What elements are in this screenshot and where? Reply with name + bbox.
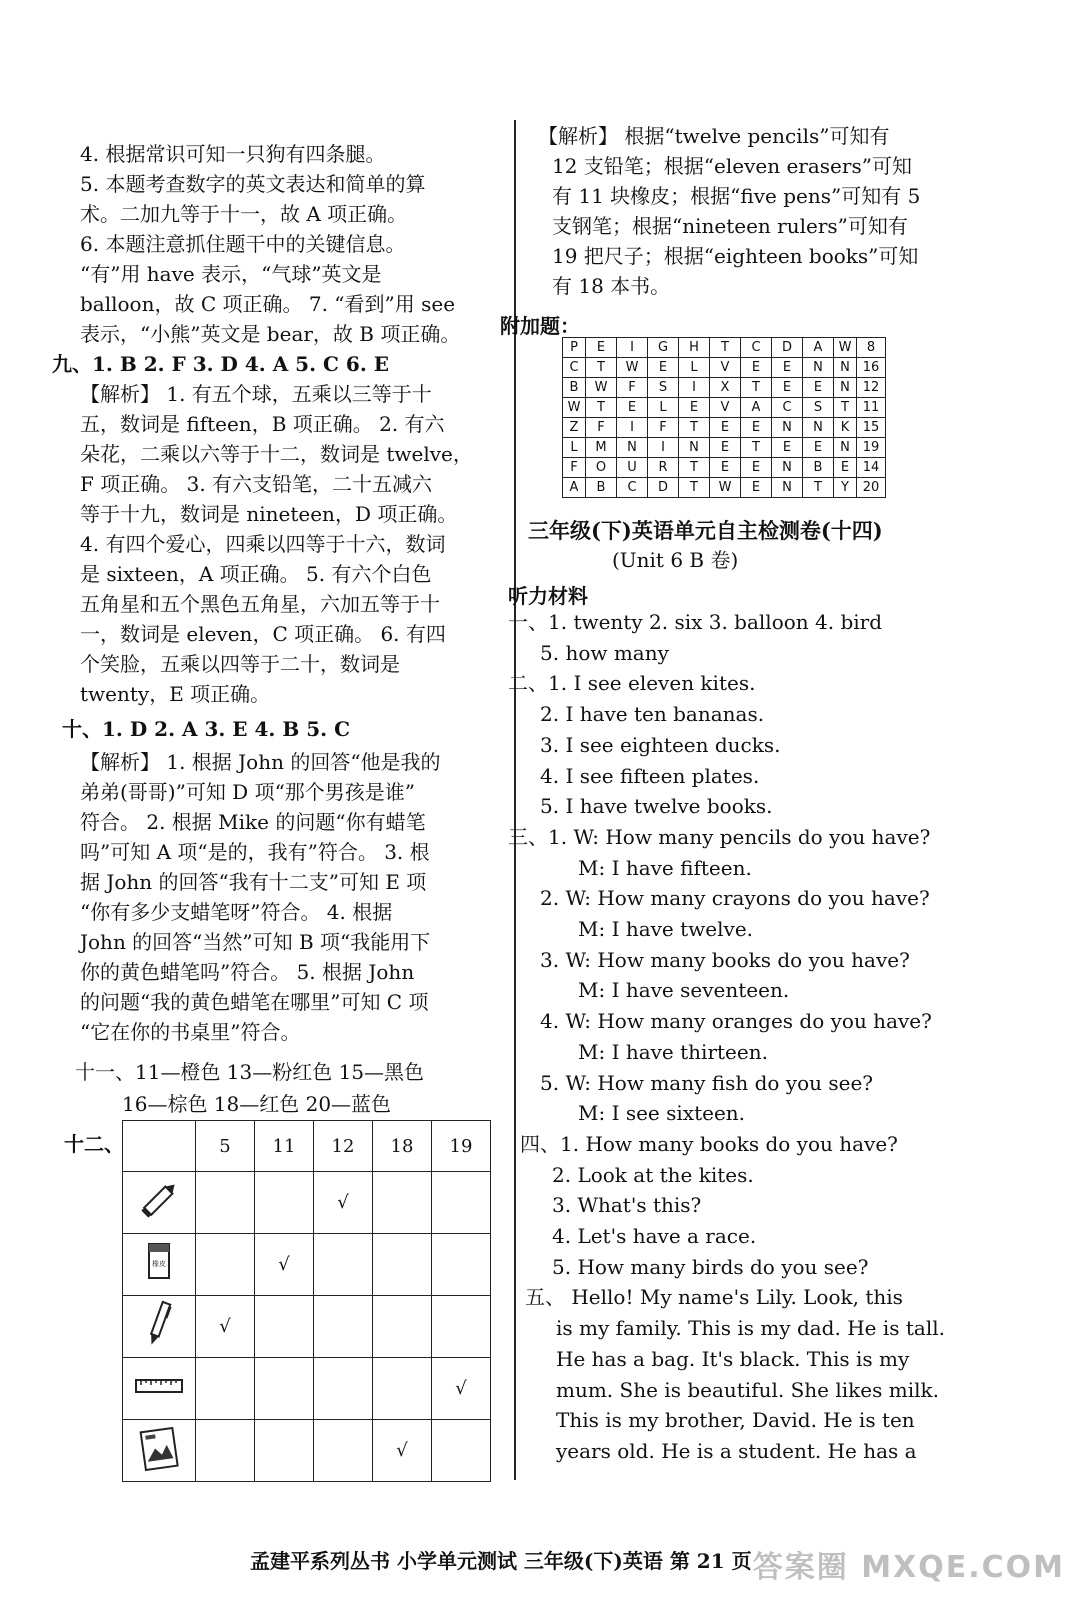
word-grid-letter: N [834, 358, 857, 378]
listening-line: 2. W: How many crayons do you have? [540, 886, 930, 911]
word-grid-letter: L [679, 358, 710, 378]
ruler-icon [133, 1360, 185, 1412]
word-grid-row [563, 458, 886, 478]
word-grid-number: 16 [857, 358, 886, 378]
s10-analysis-9: 的问题“我的黄色蜡笔在哪里”可知 C 项 [80, 990, 429, 1014]
word-grid-letter: Z [563, 418, 586, 438]
cell [255, 1420, 314, 1482]
word-grid-letter: I [679, 378, 710, 398]
s9-analysis-9: 一，数词是 eleven，C 项正确。 6. 有四 [80, 622, 446, 646]
word-grid-letter: E [741, 478, 772, 498]
word-grid-letter: E [710, 418, 741, 438]
word-grid-letter: E [741, 458, 772, 478]
section-12-label: 十二、 [64, 1132, 124, 1156]
word-grid-letter: T [741, 438, 772, 458]
cell [196, 1420, 255, 1482]
word-grid-letter: V [710, 358, 741, 378]
word-grid-letter: I [617, 338, 648, 358]
cell [196, 1358, 255, 1420]
col-header: 5 [196, 1121, 255, 1172]
word-grid-letter: W [586, 378, 617, 398]
right-analysis-2: 12 支铅笔；根据“eleven erasers”可知 [552, 154, 912, 178]
section-12-table [122, 1120, 491, 1482]
word-grid-letter: A [803, 338, 834, 358]
listening-line: 五、 Hello! My name's Lily. Look, this [525, 1285, 903, 1310]
word-grid-number: 11 [857, 398, 886, 418]
cell [373, 1296, 432, 1358]
word-grid-letter: W [710, 478, 741, 498]
listening-line: is my family. This is my dad. He is tall. [556, 1316, 945, 1341]
listening-line: He has a bag. It's black. This is my [556, 1346, 910, 1371]
col-header: 12 [314, 1121, 373, 1172]
word-grid-letter: W [834, 338, 857, 358]
left-line-3: 术。二加九等于十一，故 A 项正确。 [80, 202, 408, 226]
word-grid-letter: E [648, 358, 679, 378]
cell [432, 1296, 491, 1358]
cell [314, 1234, 373, 1296]
watermark-main: 答案圈 MXQE.COM [752, 1550, 1065, 1585]
word-grid-letter: E [803, 378, 834, 398]
word-grid-letter: N [679, 438, 710, 458]
word-grid-letter: E [710, 438, 741, 458]
word-grid-letter: N [772, 478, 803, 498]
listening-line: 5. W: How many fish do you see? [540, 1070, 874, 1095]
right-analysis-6: 有 18 本书。 [552, 274, 671, 298]
cell: √ [196, 1296, 255, 1358]
word-grid-letter: T [834, 398, 857, 418]
word-grid-letter: F [563, 458, 586, 478]
word-grid-letter: V [710, 398, 741, 418]
s9-analysis-11: twenty，E 项正确。 [80, 682, 271, 706]
watermark [753, 1542, 1065, 1586]
word-grid-number: 15 [857, 418, 886, 438]
s9-analysis-10: 个笑脸，五乘以四等于二十，数词是 [80, 652, 400, 676]
s10-analysis-5: 据 John 的回答“我有十二支”可知 E 项 [80, 870, 427, 894]
section-11-line-1: 十一、11—橙色 13—粉红色 15—黑色 [75, 1060, 425, 1084]
right-analysis-3: 有 11 块橡皮；根据“five pens”可知有 5 [552, 184, 921, 208]
word-search-grid [562, 337, 886, 498]
word-grid-letter: G [648, 338, 679, 358]
s10-analysis-2: 弟弟(哥哥)”可知 D 项“那个男孩是谁” [80, 780, 416, 804]
word-grid-letter: A [563, 478, 586, 498]
word-grid-letter: T [679, 478, 710, 498]
word-grid-letter: L [563, 438, 586, 458]
word-grid-letter: E [741, 418, 772, 438]
word-grid-letter: E [834, 458, 857, 478]
listening-line: M: I see sixteen. [578, 1101, 746, 1126]
left-line-7: 表示，“小熊”英文是 bear，故 B 项正确。 [80, 322, 461, 346]
book-icon [133, 1422, 185, 1474]
word-grid-letter: E [710, 458, 741, 478]
word-grid-letter: H [679, 338, 710, 358]
word-grid-letter: T [679, 458, 710, 478]
left-line-6: balloon，故 C 项正确。 7. “看到”用 see [80, 292, 456, 316]
word-grid-letter: T [586, 398, 617, 418]
word-grid-letter: T [710, 338, 741, 358]
col-header: 18 [373, 1121, 432, 1172]
word-grid-letter: O [586, 458, 617, 478]
listening-line: 3. What's this? [552, 1193, 702, 1218]
listening-line: 3. W: How many books do you have? [540, 947, 910, 972]
listening-line: 5. I have twelve books. [540, 794, 773, 819]
listening-line: This is my brother, David. He is ten [556, 1408, 915, 1433]
cell [373, 1234, 432, 1296]
word-grid-letter: D [648, 478, 679, 498]
listening-line: 四、1. How many books do you have? [520, 1131, 898, 1156]
word-grid-number: 19 [857, 438, 886, 458]
cell [314, 1420, 373, 1482]
listening-line: M: I have seventeen. [578, 978, 790, 1003]
cell [255, 1358, 314, 1420]
cell [255, 1296, 314, 1358]
listening-line: 三、1. W: How many pencils do you have? [508, 824, 931, 849]
row-item [123, 1420, 196, 1482]
listening-line: M: I have twelve. [578, 917, 754, 941]
listening-line: mum. She is beautiful. She likes milk. [556, 1377, 939, 1402]
word-grid-letter: F [617, 378, 648, 398]
cell [255, 1172, 314, 1234]
word-grid-letter: N [803, 358, 834, 378]
word-grid-letter: C [741, 338, 772, 358]
s10-analysis-1: 【解析】 1. 根据 John 的回答“他是我的 [80, 750, 441, 774]
listening-line: 4. W: How many oranges do you have? [540, 1009, 932, 1034]
listening-line: 5. how many [540, 640, 669, 665]
word-grid-number: 8 [857, 338, 886, 358]
word-grid-letter: E [586, 338, 617, 358]
word-grid-letter: E [803, 438, 834, 458]
listening-line: 5. How many birds do you see? [552, 1254, 869, 1279]
word-grid-letter: L [648, 398, 679, 418]
pencil-icon [133, 1174, 185, 1226]
cell [314, 1358, 373, 1420]
exam-title: 三年级(下)英语单元自主检测卷(十四) [528, 518, 883, 543]
word-grid-row [563, 398, 886, 418]
row-item [123, 1296, 196, 1358]
word-grid-row [563, 478, 886, 498]
listening-label: 听力材料 [508, 584, 588, 608]
word-grid-letter: E [741, 358, 772, 378]
listening-line: M: I have thirteen. [578, 1039, 768, 1064]
word-grid-letter: N [834, 378, 857, 398]
listening-line: 2. I have ten bananas. [540, 702, 765, 727]
eraser-label: 橡皮 [152, 1260, 166, 1268]
word-grid-letter: C [617, 478, 648, 498]
s10-analysis-10: “它在你的书桌里”符合。 [80, 1020, 301, 1044]
word-grid-letter: I [648, 438, 679, 458]
listening-line: M: I have fifteen. [578, 855, 752, 880]
word-grid-letter: C [772, 398, 803, 418]
row-item [123, 1358, 196, 1420]
s9-analysis-1: 【解析】 1. 有五个球，五乘以三等于十 [80, 382, 432, 406]
word-grid-letter: F [586, 418, 617, 438]
cell [432, 1234, 491, 1296]
cell [432, 1420, 491, 1482]
word-grid-letter: T [679, 418, 710, 438]
word-grid-letter: N [803, 418, 834, 438]
word-grid-letter: E [679, 398, 710, 418]
corner-cell [123, 1121, 196, 1172]
left-line-1: 4. 根据常识可知一只狗有四条腿。 [80, 142, 386, 166]
cell [196, 1234, 255, 1296]
listening-line: years old. He is a student. He has a [556, 1438, 917, 1463]
word-grid-number: 14 [857, 458, 886, 478]
word-grid-letter: E [617, 398, 648, 418]
row-item [123, 1234, 196, 1296]
exam-subtitle: (Unit 6 B 卷) [612, 548, 739, 572]
cell: √ [432, 1358, 491, 1420]
word-grid-number: 20 [857, 478, 886, 498]
col-header: 11 [255, 1121, 314, 1172]
word-grid-letter: F [648, 418, 679, 438]
s9-analysis-2: 五，数词是 fifteen，B 项正确。 2. 有六 [80, 412, 445, 436]
word-grid-row [563, 418, 886, 438]
word-grid-letter: D [772, 338, 803, 358]
word-grid-letter: E [772, 438, 803, 458]
word-grid-letter: E [772, 378, 803, 398]
cell: √ [314, 1172, 373, 1234]
word-grid-letter: M [586, 438, 617, 458]
word-grid-letter: W [617, 358, 648, 378]
word-grid-row [563, 338, 886, 358]
s9-analysis-6: 4. 有四个爱心，四乘以四等于十六，数词 [80, 532, 446, 556]
word-grid-letter: T [586, 358, 617, 378]
word-grid-letter: T [803, 478, 834, 498]
pen-icon [133, 1298, 185, 1350]
word-grid-letter: S [648, 378, 679, 398]
s10-analysis-3: 符合。 2. 根据 Mike 的问题“你有蜡笔 [80, 810, 426, 834]
word-grid-letter: C [563, 358, 586, 378]
listening-line: 3. I see eighteen ducks. [540, 732, 781, 757]
s9-analysis-3: 朵花，二乘以六等于十二，数词是 twelve， [80, 442, 473, 466]
word-grid-letter: K [834, 418, 857, 438]
bonus-label: 附加题： [500, 314, 580, 338]
word-grid-letter: N [772, 418, 803, 438]
section-10-answers: 十、1. D 2. A 3. E 4. B 5. C [62, 717, 350, 741]
word-grid-letter: Y [834, 478, 857, 498]
word-grid-row [563, 378, 886, 398]
cell: √ [373, 1420, 432, 1482]
word-grid-number: 12 [857, 378, 886, 398]
word-grid-letter: W [563, 398, 586, 418]
s10-analysis-6: “你有多少支蜡笔呀”符合。 4. 根据 [80, 900, 393, 924]
eraser-icon [133, 1236, 185, 1288]
cell [196, 1172, 255, 1234]
s10-analysis-7: John 的回答“当然”可知 B 项“我能用下 [80, 930, 431, 954]
cell [373, 1172, 432, 1234]
listening-line: 4. Let's have a race. [552, 1224, 757, 1248]
section-11-line-2: 16—棕色 18—红色 20—蓝色 [122, 1092, 392, 1116]
s9-analysis-7: 是 sixteen，A 项正确。 5. 有六个白色 [80, 562, 432, 586]
word-grid-letter: B [563, 378, 586, 398]
word-grid-letter: U [617, 458, 648, 478]
word-grid-letter: B [803, 458, 834, 478]
col-header: 19 [432, 1121, 491, 1172]
word-grid-letter: N [834, 438, 857, 458]
s10-analysis-4: 吗”可知 A 项“是的，我有”符合。 3. 根 [80, 840, 430, 864]
s9-analysis-5: 等于十九，数词是 nineteen，D 项正确。 [80, 502, 458, 526]
word-grid-letter: S [803, 398, 834, 418]
s10-analysis-8: 你的黄色蜡笔吗”符合。 5. 根据 John [80, 960, 415, 984]
cell [314, 1296, 373, 1358]
word-grid-letter: P [563, 338, 586, 358]
word-grid-letter: X [710, 378, 741, 398]
cell [432, 1172, 491, 1234]
s9-analysis-8: 五角星和五个黑色五角星，六加五等于十 [80, 592, 440, 616]
left-line-4: 6. 本题注意抓住题干中的关键信息。 [80, 232, 406, 256]
s9-analysis-4: F 项正确。 3. 有六支铅笔，二十五减六 [80, 472, 433, 496]
cell [373, 1358, 432, 1420]
listening-line: 4. I see fifteen plates. [540, 763, 760, 788]
word-grid-letter: E [772, 358, 803, 378]
right-analysis-1: 【解析】 根据“twelve pencils”可知有 [538, 124, 890, 148]
word-grid-row [563, 438, 886, 458]
left-line-2: 5. 本题考查数字的英文表达和简单的算 [80, 172, 426, 196]
cell: √ [255, 1234, 314, 1296]
word-grid-letter: B [586, 478, 617, 498]
left-line-5: “有”用 have 表示，“气球”英文是 [80, 262, 382, 286]
word-grid-row [563, 358, 886, 378]
word-grid-letter: R [648, 458, 679, 478]
listening-line: 二、1. I see eleven kites. [508, 671, 756, 696]
word-grid-letter: A [741, 398, 772, 418]
word-grid-letter: N [617, 438, 648, 458]
row-item [123, 1172, 196, 1234]
word-grid-letter: N [772, 458, 803, 478]
word-grid-letter: I [617, 418, 648, 438]
listening-line: 2. Look at the kites. [552, 1162, 754, 1187]
word-grid-letter: T [741, 378, 772, 398]
page-footer: 孟建平系列丛书 小学单元测试 三年级(下)英语 第 21 页 [250, 1549, 752, 1573]
right-analysis-4: 支钢笔；根据“nineteen rulers”可知有 [552, 214, 908, 238]
section-9-answers: 九、1. B 2. F 3. D 4. A 5. C 6. E [52, 352, 389, 376]
right-analysis-5: 19 把尺子；根据“eighteen books”可知 [552, 244, 919, 268]
listening-line: 一、1. twenty 2. six 3. balloon 4. bird [508, 610, 883, 634]
